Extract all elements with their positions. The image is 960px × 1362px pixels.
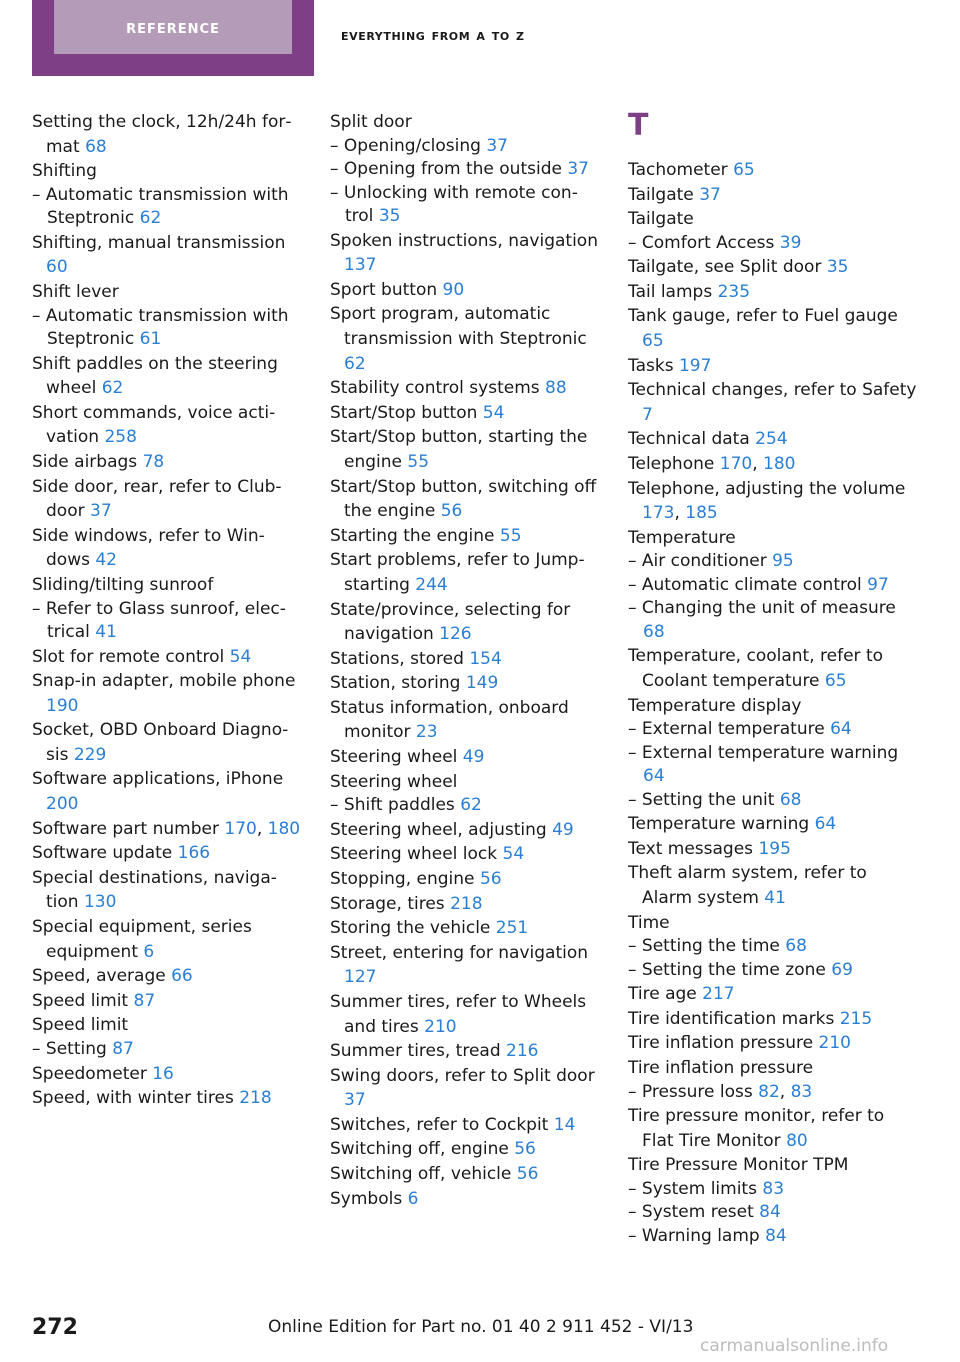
- index-entry-text: Short commands, voice activation: [32, 402, 276, 448]
- index-entry-text: Sport program, automatic transmission with Steptronic: [330, 304, 587, 349]
- index-entry-text: Setting the clock, 12h/24h format: [32, 112, 292, 157]
- index-entry: [330, 1162, 600, 1187]
- page-link[interactable]: 62: [139, 208, 162, 229]
- index-entry-text: Theft alarm system, refer to Alarm system: [628, 863, 867, 908]
- page-link[interactable]: 64: [643, 766, 665, 787]
- page-link[interactable]: 126: [439, 624, 472, 645]
- index-entry: [628, 982, 918, 1007]
- index-entry: [628, 378, 918, 427]
- index-entry: [628, 694, 918, 719]
- index-entry-text: Technical data: [628, 429, 750, 450]
- page-link[interactable]: 68: [643, 621, 665, 642]
- index-subentry: – Setting 87: [32, 1039, 134, 1059]
- index-entry-text: Summer tires, tread: [330, 1041, 501, 1062]
- index-entry: [628, 1007, 918, 1032]
- page-link[interactable]: 69: [831, 959, 853, 980]
- index-entry-text: Starting the engine: [330, 525, 495, 546]
- index-letter-heading: T: [628, 108, 649, 143]
- page-link[interactable]: 6: [143, 941, 155, 962]
- page-link[interactable]: 49: [552, 819, 574, 840]
- page-link[interactable]: 37: [90, 501, 112, 522]
- index-subentry-text: Unlocking with remote control: [343, 182, 578, 227]
- page-link[interactable]: 56: [516, 1164, 539, 1185]
- index-entry-text: Socket, OBD Onboard Diagnosis: [32, 720, 289, 765]
- index-entry: [330, 671, 600, 696]
- page-link[interactable]: 88: [545, 378, 567, 399]
- index-entry: [330, 548, 600, 597]
- index-entry: [32, 767, 302, 816]
- index-entry: [330, 110, 600, 135]
- index-entry: [330, 598, 600, 647]
- index-subentry: – Shift paddles 62: [330, 795, 482, 816]
- page-link[interactable]: 62: [101, 378, 124, 399]
- page-link[interactable]: 64: [814, 814, 837, 835]
- index-entry: [330, 1039, 600, 1064]
- index-subentry-text: Shift paddles: [343, 795, 455, 816]
- index-entry: [32, 1086, 302, 1111]
- index-entry-text: Speedometer: [32, 1063, 147, 1084]
- edition-footer: Online Edition for Part no. 01 40 2 911 452 - VI/13: [268, 1317, 694, 1337]
- index-entry: [330, 818, 600, 843]
- page-link[interactable]: 54: [482, 402, 505, 423]
- index-entry: [628, 1031, 918, 1056]
- index-subentry-text: Automatic transmission with Steptronic: [45, 184, 289, 229]
- page-number: 272: [32, 1315, 78, 1340]
- index-entry-text: Stability control systems: [330, 378, 540, 399]
- index-subentry: – Air conditioner 95: [628, 551, 794, 572]
- page-link[interactable]: 190: [46, 695, 79, 716]
- section-tab: [32, 0, 314, 76]
- section-tab-label-box: [54, 0, 292, 54]
- index-entry: [628, 837, 918, 862]
- index-entry-text: Steering wheel lock: [330, 844, 498, 865]
- index-entry: [330, 278, 600, 303]
- index-entry-text: Software part number: [32, 818, 219, 839]
- index-entry-text: Tire inflation pressure: [628, 1057, 814, 1078]
- index-entry: [32, 280, 302, 305]
- index-entry-text: Storage, tires: [330, 893, 445, 914]
- index-subentry: – Refer to Glass sunroof, electrical 41: [32, 598, 286, 642]
- index-entry: [628, 207, 918, 232]
- page-link[interactable]: 23: [415, 722, 438, 743]
- page-link[interactable]: 82: [758, 1081, 780, 1102]
- index-subentry-text: Setting: [45, 1039, 107, 1059]
- index-entry: [330, 524, 600, 549]
- page-link[interactable]: 217: [702, 984, 735, 1005]
- index-entry-text: Start/Stop button, switching off the engine: [330, 476, 597, 522]
- page-link[interactable]: 83: [762, 1178, 785, 1199]
- page-link[interactable]: 39: [779, 232, 802, 253]
- index-subentry-text: System reset: [641, 1202, 754, 1223]
- index-entry: [628, 158, 918, 183]
- page-link[interactable]: 62: [344, 353, 366, 374]
- index-entry: Telephone, adjusting the volume 173, 185: [628, 478, 906, 524]
- index-entry-text: Steering wheel: [330, 771, 458, 792]
- index-entry-text: Temperature display: [628, 695, 802, 716]
- page-link[interactable]: 41: [95, 622, 117, 642]
- index-entry: [330, 867, 600, 892]
- index-entry: [330, 892, 600, 917]
- index-entry-text: Speed limit: [32, 1015, 129, 1036]
- page-link[interactable]: 127: [344, 967, 377, 988]
- index-entry: [32, 475, 302, 524]
- index-entry-text: Slot for remote control: [32, 646, 225, 667]
- index-entry-text: Spoken instructions, navigation: [330, 230, 598, 251]
- page-link[interactable]: 37: [567, 159, 589, 180]
- index-entry: [628, 861, 918, 910]
- page-link[interactable]: 97: [867, 574, 889, 595]
- index-entry-text: Sport button: [330, 279, 438, 300]
- index-entry-text: Telephone, adjusting the volume: [628, 478, 906, 499]
- index-entry-text: Tachometer: [628, 160, 728, 180]
- page-link[interactable]: 66: [171, 966, 193, 987]
- index-entry-text: Switches, refer to Cockpit: [330, 1114, 549, 1135]
- index-entry: [628, 304, 918, 353]
- page-link[interactable]: 218: [450, 893, 483, 914]
- index-subentry-text: Pressure loss: [641, 1081, 753, 1102]
- index-subentry-text: Setting the time zone: [641, 959, 826, 980]
- index-subentry-text: External temperature warning: [641, 742, 899, 763]
- index-entry: [330, 302, 600, 376]
- index-entry-text: Shift lever: [32, 281, 119, 302]
- page-link[interactable]: 64: [830, 719, 852, 740]
- page-link[interactable]: 197: [678, 355, 712, 376]
- index-entry-text: Shifting: [32, 161, 97, 182]
- index-entry-text: Telephone: [628, 454, 715, 475]
- page-link[interactable]: 78: [142, 451, 165, 472]
- index-entry-text: Steering wheel, adjusting: [330, 819, 547, 840]
- index-subentry: – System limits 83: [628, 1178, 785, 1199]
- index-subentry: – Pressure loss 82, 83: [628, 1081, 813, 1102]
- page-link[interactable]: 218: [239, 1088, 272, 1109]
- index-entry-text: Side windows, refer to Windows: [32, 525, 265, 571]
- index-entry-text: Special destinations, navigation: [32, 867, 277, 913]
- page-link[interactable]: 244: [415, 574, 448, 595]
- page-link[interactable]: 55: [407, 451, 430, 472]
- page-link[interactable]: 216: [506, 1041, 539, 1062]
- page-link[interactable]: 229: [73, 744, 107, 765]
- page-link[interactable]: 84: [765, 1225, 787, 1246]
- page-link[interactable]: 35: [378, 206, 401, 227]
- page-link[interactable]: 251: [495, 918, 529, 939]
- page-link[interactable]: 56: [479, 868, 502, 889]
- index-entry: [628, 1153, 918, 1178]
- page-link[interactable]: 55: [499, 525, 522, 546]
- index-entry: [628, 911, 918, 936]
- index-entry: [32, 231, 302, 280]
- page-link[interactable]: 80: [786, 1130, 808, 1151]
- index-entry-text: Switching off, vehicle: [330, 1164, 512, 1185]
- index-entry: [330, 745, 600, 770]
- index-entry: [330, 941, 600, 990]
- index-entry: [32, 352, 302, 401]
- index-column-3: [628, 110, 918, 1248]
- index-entry-text: Tailgate: [628, 209, 694, 230]
- index-entry: [32, 1013, 302, 1038]
- index-entry: [32, 964, 302, 989]
- index-entry: [628, 644, 918, 693]
- index-subentry: – Comfort Access 39: [628, 232, 802, 253]
- index-subentry-text: Warning lamp: [641, 1225, 760, 1246]
- index-subentry-text: Changing the unit of measure: [641, 598, 896, 619]
- page-link[interactable]: 54: [502, 844, 525, 865]
- index-subentry: – Setting the time 68: [628, 936, 807, 957]
- index-entry-text: Stopping, engine: [330, 868, 475, 889]
- page-link[interactable]: 68: [785, 936, 807, 957]
- index-subentry: – System reset 84: [628, 1202, 781, 1223]
- page-link[interactable]: 68: [85, 136, 107, 157]
- index-subentry: – External temperature warning 64: [628, 742, 899, 787]
- index-entry-text: Storing the vehicle: [330, 918, 491, 939]
- index-entry: [32, 573, 302, 598]
- index-entry: [32, 669, 302, 718]
- index-entry: [628, 255, 918, 280]
- page-link[interactable]: 65: [642, 331, 664, 352]
- index-entry-text: Street, entering for navigation: [330, 942, 589, 963]
- page-link[interactable]: 65: [824, 671, 847, 691]
- index-entry-text: Start/Stop button, starting the engine: [330, 427, 588, 472]
- index-entry: [628, 280, 918, 305]
- page-link[interactable]: 37: [344, 1090, 366, 1111]
- index-entry-text: Tire pressure monitor, refer to Flat Tire Monitor: [628, 1106, 885, 1151]
- index-subentry: – Setting the time zone 69: [628, 959, 853, 980]
- index-entry-text: Start/Stop button: [330, 402, 478, 423]
- index-entry: [32, 915, 302, 964]
- index-entry: [330, 1113, 600, 1138]
- index-entry: [330, 475, 600, 524]
- index-entry-text: Tire inflation pressure: [628, 1033, 814, 1054]
- page-link[interactable]: 62: [460, 795, 482, 816]
- page-link[interactable]: 35: [826, 257, 849, 278]
- index-subentry-text: Opening/closing: [343, 135, 481, 156]
- index-subentry: – Setting the unit 68: [628, 789, 802, 810]
- index-entry-text: Side airbags: [32, 451, 138, 472]
- index-entry: [330, 916, 600, 941]
- index-entry-text: Technical changes, refer to Safety: [628, 380, 917, 401]
- index-entry: [628, 427, 918, 452]
- page-link[interactable]: 87: [112, 1039, 134, 1059]
- index-entry: [330, 1187, 600, 1212]
- index-entry: [330, 1137, 600, 1162]
- index-subentry-text: Comfort Access: [641, 232, 775, 253]
- page-link[interactable]: 54: [229, 646, 252, 667]
- index-entry-text: Tire identification marks: [628, 1008, 835, 1029]
- page-link[interactable]: 173: [642, 503, 675, 524]
- index-entry-text: Tire Pressure Monitor TPM: [628, 1155, 849, 1176]
- index-entry-text: Steering wheel: [330, 747, 458, 768]
- index-entry: [628, 1104, 918, 1153]
- page-link[interactable]: 210: [424, 1016, 457, 1037]
- index-entry: [32, 989, 302, 1014]
- index-entry-text: Station, storing: [330, 673, 461, 694]
- index-entry-text: Summer tires, refer to Wheels and tires: [330, 991, 587, 1037]
- index-entry-text: Tailgate: [628, 184, 694, 205]
- watermark: carmanualsonline.info: [700, 1336, 889, 1356]
- index-entry-text: Tail lamps: [628, 281, 713, 302]
- index-subentry: – Automatic climate control 97: [628, 574, 889, 595]
- index-entry: [32, 866, 302, 915]
- page-link[interactable]: 95: [772, 551, 794, 572]
- index-subentry: – Opening/closing 37: [330, 135, 508, 156]
- index-entry: [32, 450, 302, 475]
- index-entry-text: Shifting, manual transmission: [32, 232, 286, 253]
- index-entry: [628, 354, 918, 379]
- index-subentry: – Opening from the outside 37: [330, 159, 589, 180]
- index-entry: [330, 229, 600, 278]
- page-link[interactable]: 87: [133, 990, 156, 1011]
- index-subentry: – External temperature 64: [628, 719, 852, 740]
- index-entry-text: Tire age: [628, 984, 697, 1005]
- index-entry: [628, 183, 918, 208]
- index-subentry-text: Automatic climate control: [641, 574, 862, 595]
- page-link[interactable]: 16: [152, 1063, 174, 1084]
- page-link[interactable]: 84: [759, 1202, 781, 1223]
- page-link[interactable]: 68: [779, 789, 802, 810]
- page-link[interactable]: 258: [104, 427, 137, 448]
- index-entry-text: Special equipment, series equipment: [32, 917, 252, 962]
- index-entry-text: Speed, average: [32, 966, 166, 987]
- index-entry: [32, 645, 302, 670]
- page-link[interactable]: 185: [685, 503, 718, 524]
- index-entry: [330, 647, 600, 672]
- index-entry: [32, 401, 302, 450]
- index-entry-text: Snap-in adapter, mobile phone: [32, 671, 296, 692]
- page-link[interactable]: 37: [699, 184, 721, 205]
- page-link[interactable]: 180: [763, 454, 796, 475]
- index-entry: [32, 718, 302, 767]
- index-entry: [32, 1062, 302, 1087]
- page-link[interactable]: 215: [839, 1008, 873, 1029]
- page-link[interactable]: 195: [758, 838, 791, 859]
- index-entry-text: Time: [628, 912, 670, 933]
- index-subentry-text: External temperature: [641, 719, 825, 740]
- page-link[interactable]: 130: [83, 892, 117, 913]
- index-subentry-text: Setting the time: [641, 936, 780, 957]
- index-subentry-text: Setting the unit: [641, 789, 775, 810]
- index-entry-text: Speed, with winter tires: [32, 1088, 234, 1109]
- page-link[interactable]: 14: [553, 1114, 576, 1135]
- index-entry: [330, 770, 600, 795]
- index-entry: [330, 990, 600, 1039]
- index-entry: [330, 842, 600, 867]
- page-link[interactable]: 65: [733, 160, 755, 180]
- page-link[interactable]: 6: [407, 1188, 419, 1209]
- page-link[interactable]: 149: [465, 673, 499, 694]
- index-entry: [32, 159, 302, 184]
- page-link[interactable]: 170: [224, 818, 257, 839]
- index-entry-text: Software applications, iPhone: [32, 769, 284, 790]
- page-link[interactable]: 254: [755, 429, 788, 450]
- index-entry: [628, 1056, 918, 1081]
- index-entry-text: Temperature, coolant, refer to Coolant temperature: [628, 646, 884, 691]
- page-link[interactable]: 137: [344, 255, 377, 276]
- page-link[interactable]: 210: [818, 1033, 851, 1054]
- index-entry: [330, 376, 600, 401]
- page-link[interactable]: 83: [790, 1081, 813, 1102]
- index-subentry-text: Air conditioner: [641, 551, 767, 572]
- index-entry-text: Temperature: [628, 527, 736, 548]
- index-entry-text: Temperature warning: [628, 814, 810, 835]
- page-link[interactable]: 7: [642, 404, 653, 425]
- index-subentry-text: Opening from the outside: [343, 159, 562, 180]
- index-entry-text: Switching off, engine: [330, 1139, 509, 1160]
- index-entry-text: Swing doors, refer to Split door: [330, 1065, 595, 1086]
- index-entry-text: Text messages: [628, 838, 754, 859]
- page-link[interactable]: 49: [462, 747, 485, 768]
- index-subentry-text: Automatic transmission with Steptronic: [45, 305, 289, 350]
- section-title: reference: [126, 16, 220, 38]
- index-entry-text: Stations, stored: [330, 648, 464, 669]
- page-link[interactable]: 42: [95, 550, 117, 571]
- page-link[interactable]: 60: [46, 257, 68, 278]
- page-link[interactable]: 154: [469, 648, 502, 669]
- index-entry: [32, 524, 302, 573]
- index-entry-text: Tailgate, see Split door: [628, 257, 822, 278]
- index-entry: [330, 401, 600, 426]
- index-subentry-text: System limits: [641, 1178, 757, 1199]
- index-entry-text: Shift paddles on the steering wheel: [32, 353, 278, 399]
- index-subentry: – Changing the unit of measure 68: [628, 598, 896, 642]
- index-entry-text: Software update: [32, 843, 173, 864]
- index-entry-text: Sliding/tilting sunroof: [32, 574, 214, 595]
- page-link[interactable]: 56: [440, 501, 463, 522]
- index-entry: [330, 1064, 600, 1113]
- page-link[interactable]: 200: [46, 794, 79, 815]
- index-entry: [628, 526, 918, 551]
- index-entry-text: Symbols: [330, 1188, 403, 1209]
- index-subentry: – Automatic transmission with Steptronic 61: [32, 305, 289, 350]
- page-link[interactable]: 90: [442, 279, 465, 300]
- page-link[interactable]: 166: [177, 843, 211, 864]
- page-link[interactable]: 180: [267, 818, 301, 839]
- index-subentry: – Unlocking with remote control 35: [330, 182, 578, 227]
- index-entry-text: Speed limit: [32, 990, 129, 1011]
- index-entry-text: Tank gauge, refer to Fuel gauge: [628, 306, 898, 327]
- index-entry-text: State/province, selecting for navigation: [330, 599, 571, 645]
- index-entry-text: Tasks: [628, 355, 674, 376]
- index-entry: [32, 841, 302, 866]
- index-subentry-text: Refer to Glass sunroof, electrical: [45, 598, 286, 642]
- page-link[interactable]: 37: [486, 135, 508, 156]
- page-link[interactable]: 170: [719, 454, 753, 475]
- index-column-2: [330, 110, 600, 1211]
- index-entry-text: Start problems, refer to Jump-starting: [330, 550, 585, 595]
- page-link[interactable]: 56: [514, 1139, 536, 1160]
- index-entry: Software part number 170, 180: [32, 818, 301, 839]
- index-entry-text: Split door: [330, 112, 412, 132]
- index-entry: [330, 425, 600, 474]
- chapter-title: everything from a to z: [341, 25, 525, 44]
- index-subentry: – Warning lamp 84: [628, 1225, 787, 1246]
- page-link[interactable]: 235: [717, 281, 751, 302]
- index-entry: [330, 696, 600, 745]
- index-subentry: – Automatic transmission with Steptronic 62: [32, 184, 289, 229]
- index-entry: [32, 110, 302, 159]
- index-entry-text: Side door, rear, refer to Clubdoor: [32, 476, 282, 522]
- index-entry: Telephone 170, 180: [628, 454, 796, 475]
- index-entry-text: Status information, onboard monitor: [330, 697, 569, 743]
- index-entry: [628, 812, 918, 837]
- index-column-1: [32, 110, 302, 1111]
- page-link[interactable]: 61: [139, 329, 162, 350]
- page-link[interactable]: 41: [764, 887, 786, 908]
